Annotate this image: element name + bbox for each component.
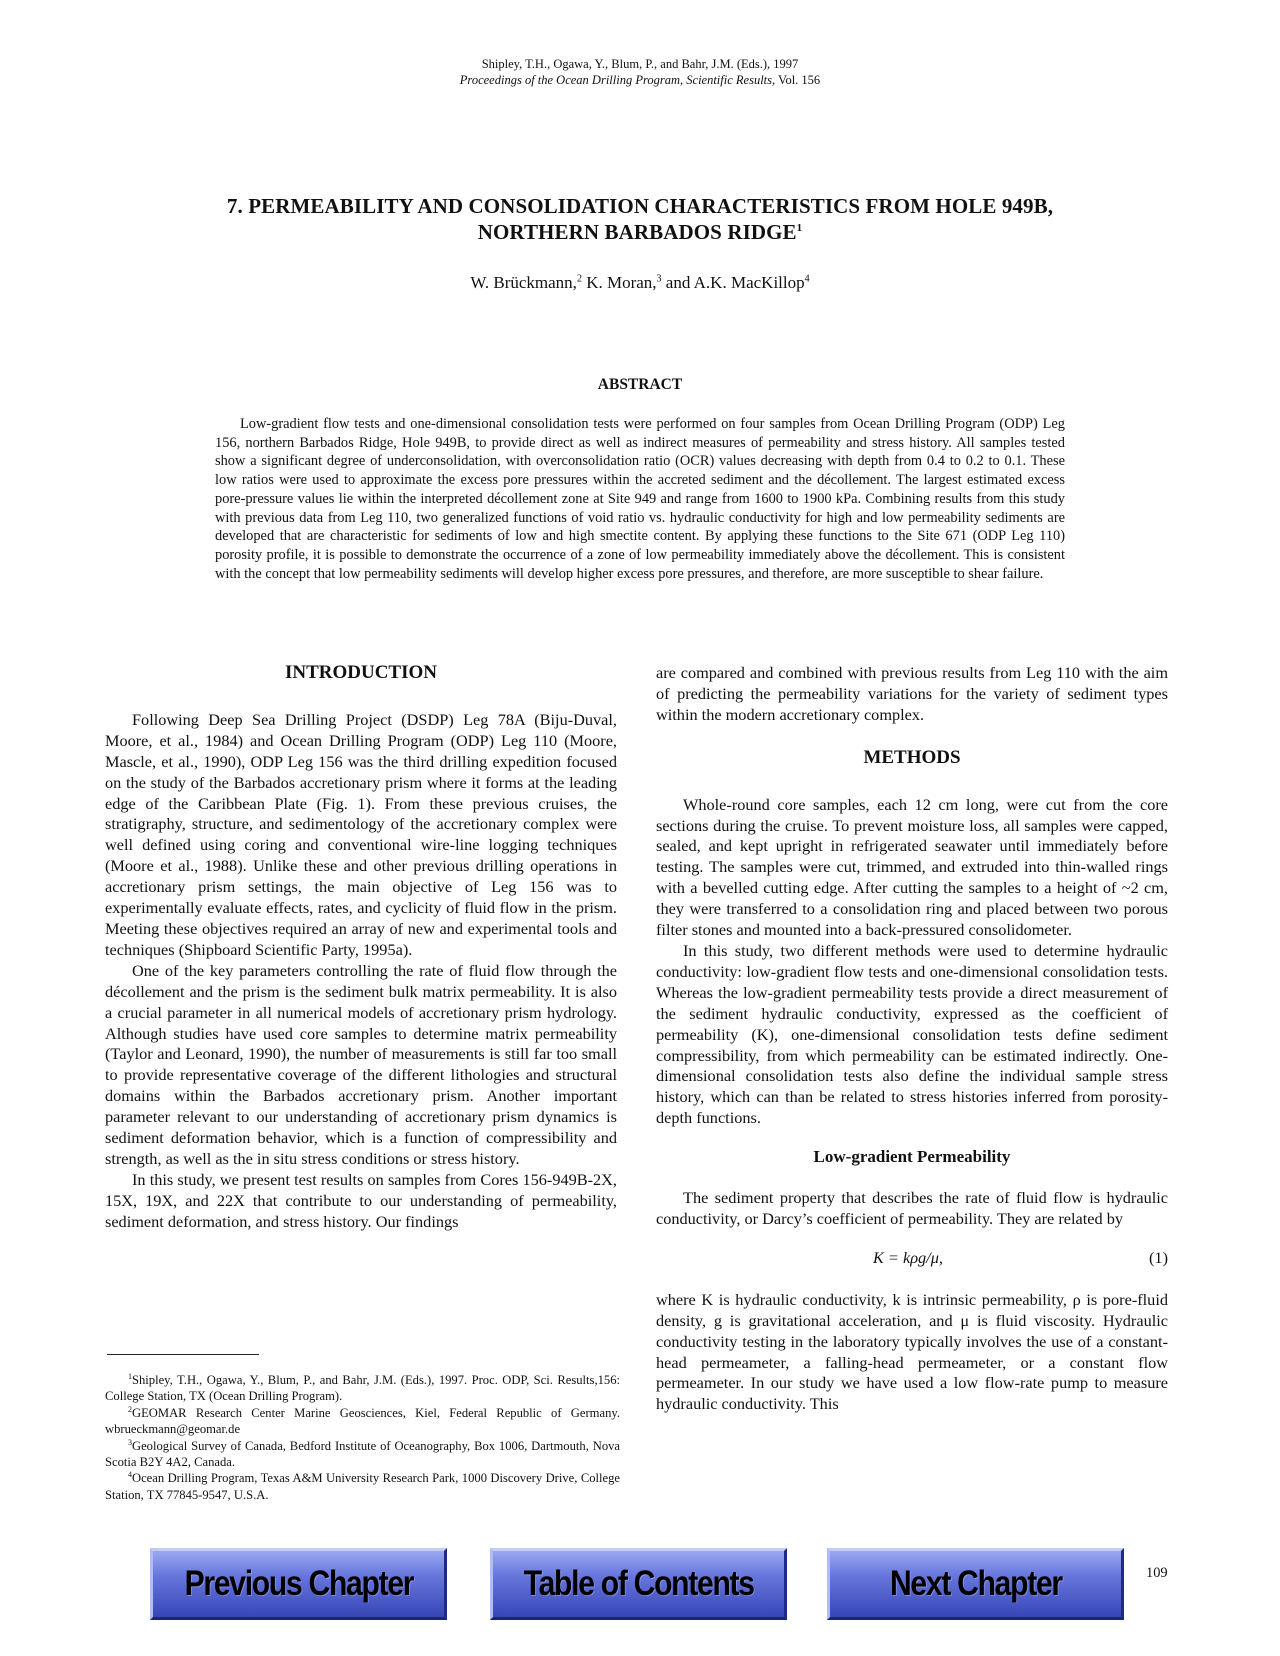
footnote-2-text: GEOMAR Research Center Marine Geosciences, Kiel, Federal Republic of Germany. wbrueckmann@geomar.de: [105, 1405, 620, 1437]
intro-paragraph-4: are compared and combined with previous results from Leg 110 with the aim of predicting the permeability variations for the variety of sediment types within the modern accretionary complex.: [656, 663, 1168, 724]
author-list: [0, 273, 1280, 293]
header-journal-line: [0, 72, 1280, 88]
equation-number: (1): [1149, 1247, 1168, 1267]
header-volume: Vol. 156: [775, 73, 821, 87]
abstract-heading: ABSTRACT: [597, 376, 683, 393]
title-footnote-mark: 1: [796, 222, 803, 234]
author-3: and A.K. MacKillop: [661, 273, 805, 292]
footnote-1-mark: 1: [128, 1371, 132, 1381]
low-gradient-paragraph-1: The sediment property that describes the rate of fluid flow is hydraulic conductivity, or Darcy’s coefficient of permeability. They are related by: [656, 1188, 1168, 1228]
author-3-mark: 4: [804, 273, 810, 285]
next-chapter-button[interactable]: [827, 1548, 1124, 1620]
header-citation: Shipley, T.H., Ogawa, Y., Blum, P., and Bahr, J.M. (Eds.), 1997: [481, 57, 799, 71]
footnote-3-mark: 3: [128, 1437, 132, 1447]
author-1: W. Brückmann,: [470, 273, 577, 292]
header-journal: Proceedings of the Ocean Drilling Program, Scientific Results,: [459, 73, 776, 87]
footnote-2-mark: 2: [128, 1404, 132, 1414]
table-of-contents-button[interactable]: [490, 1548, 787, 1620]
author-1-mark: 2: [576, 273, 582, 285]
equation-text: K = kρg/μ,: [873, 1247, 943, 1267]
low-gradient-heading: Low-gradient Permeability: [813, 1147, 1011, 1167]
footnotes: [105, 1372, 620, 1503]
page-number: 109: [1146, 1565, 1168, 1581]
methods-paragraph-1: Whole-round core samples, each 12 cm long, were cut from the core sections during the cruise. To prevent moisture loss, all samples were capped, sealed, and kept upright in refrigerated seawater until immediately before testing. The samples were cut, trimmed, and extruded into thin-walled rings with a bevelled cutting edge. After cutting the samples to a height of ~2 cm, they were transferred to a consolidation ring and placed between two porous filter stones and mounted into a back-pressured consolidometer.: [656, 794, 1168, 940]
equation-1: [656, 1248, 1168, 1270]
footnote-2: [105, 1405, 620, 1438]
left-column: [105, 663, 617, 1233]
intro-paragraph-2: One of the key parameters controlling the rate of fluid flow through the décollement and the prism is the sediment bulk matrix permeability. It is also a crucial parameter in all numerical models of accretionary prism hydrology. Although studies have used core samples to determine matrix permeability (Taylor and Leonard, 1990), the number of measurements is still far too small to provide representative coverage of the different lithologies and structural domains within the Barbados accretionary prism. Another important parameter relevant to our understanding of accretionary prism dynamics is sediment deformation behavior, which is a function of compressibility and strength, as well as the in situ stress conditions or stress history.: [105, 960, 617, 1168]
previous-chapter-button[interactable]: [150, 1548, 447, 1620]
footnote-3-text: Geological Survey of Canada, Bedford Institute of Oceanography, Box 1006, Dartmouth, Nova Scotia B2Y 4A2, Canada.: [105, 1438, 620, 1470]
footnote-4-mark: 4: [128, 1470, 132, 1480]
title-line-1: 7. PERMEABILITY AND CONSOLIDATION CHARACTERISTICS FROM HOLE 949B,: [226, 194, 1054, 218]
intro-paragraph-3: In this study, we present test results on samples from Cores 156-949B-2X, 15X, 19X, and 22X that contribute to our understanding of permeability, sediment deformation, and stress history. Our findings: [105, 1169, 617, 1231]
methods-paragraph-2: In this study, two different methods were used to determine hydraulic conductivity: low-gradient flow tests and one-dimensional consolidation tests. Whereas the low-gradient permeability tests provide a direct measurement of the sediment hydraulic conductivity, expressed as the coefficient of permeability (K), one-dimensional consolidation tests define sediment compressibility, from which permeability can be estimated indirectly. One-dimensional consolidation tests also define the individual sample stress history, which can than be related to stress histories inferred from porosity-depth functions.: [656, 940, 1168, 1128]
footnote-divider: [107, 1354, 259, 1355]
footnote-1: [105, 1372, 620, 1405]
footnote-3: [105, 1438, 620, 1471]
title-line-2: [150, 219, 1130, 245]
low-gradient-paragraph-2: where K is hydraulic conductivity, k is intrinsic permeability, ρ is pore-fluid density, g is gravitational acceleration, and μ is fluid viscosity. Hydraulic conductivity testing in the laboratory typically involves the use of a constant-head permeameter, a falling-head permeameter, or a constant flow permeameter. In our study we have used a low flow-rate pump to measure hydraulic conductivity. This: [656, 1289, 1168, 1414]
author-2-mark: 3: [656, 273, 662, 285]
running-header: [0, 56, 1280, 88]
right-column: [656, 663, 1168, 1415]
table-of-contents-label: Table of Contents: [523, 1564, 754, 1603]
title-line-2-text: NORTHERN BARBADOS RIDGE: [477, 220, 797, 244]
author-2: K. Moran,: [581, 273, 657, 292]
footnote-1-text: Shipley, T.H., Ogawa, Y., Blum, P., and Bahr, J.M. (Eds.), 1997. Proc. ODP, Sci. Results,156: College Station, TX (Ocean Drilling Program).: [105, 1373, 620, 1404]
abstract-text: Low-gradient flow tests and one-dimensional consolidation tests were performed on four samples from Ocean Drilling Program (ODP) Leg 156, northern Barbados Ridge, Hole 949B, to provide direct as well as indirect measures of permeability and stress history. All samples tested show a significant degree of underconsolidation, with overconsolidation ratio (OCR) values decreasing with depth from 0.4 to 0.2 to 0.1. These low ratios were used to approximate the excess pore pressures within the accreted sediment and the décollement. The largest estimated excess pore-pressure values lie within the interpreted décollement zone at Site 949 and range from 1600 to 1900 kPa. Combining results from this study with previous data from Leg 110, two generalized functions of void ratio vs. hydraulic conductivity for high and low permeability sediments are developed that are characteristic for sediments of low and high smectite content. By applying these functions to the Site 671 (ODP Leg 110) porosity profile, it is possible to demonstrate the occurrence of a zone of low permeability immediately above the décollement. This is consistent with the concept that low permeability sediments will develop higher excess pore pressures, and therefore, are more susceptible to shear failure.: [215, 416, 1065, 582]
paper-title: [150, 193, 1130, 245]
next-chapter-label: Next Chapter: [889, 1564, 1062, 1603]
introduction-heading: INTRODUCTION: [284, 662, 438, 683]
footnote-4-text: Ocean Drilling Program, Texas A&M University Research Park, 1000 Discovery Drive, College Station, TX 77845-9547, U.S.A.: [105, 1471, 620, 1502]
intro-paragraph-1: Following Deep Sea Drilling Project (DSDP) Leg 78A (Biju-Duval, Moore, et al., 1984) and Ocean Drilling Program (ODP) Leg 110 (Moore, Mascle, et al., 1990), ODP Leg 156 was the third drilling expedition focused on the study of the Barbados accretionary prism where it forms at the leading edge of the Caribbean Plate (Fig. 1). From these previous cruises, the stratigraphy, structure, and sedimentology of the accretionary complex were well defined using coring and conventional wire-line logging techniques (Moore et al., 1988). Unlike these and other previous drilling operations in accretionary prism settings, the main objective of Leg 156 was to experimentally evaluate effects, rates, and cyclicity of fluid flow in the prism. Meeting these objectives required an array of new and experimental tools and techniques (Shipboard Scientific Party, 1995a).: [105, 709, 617, 959]
previous-chapter-label: Previous Chapter: [184, 1564, 413, 1603]
methods-heading: METHODS: [863, 746, 961, 768]
footnote-4: [105, 1470, 620, 1503]
